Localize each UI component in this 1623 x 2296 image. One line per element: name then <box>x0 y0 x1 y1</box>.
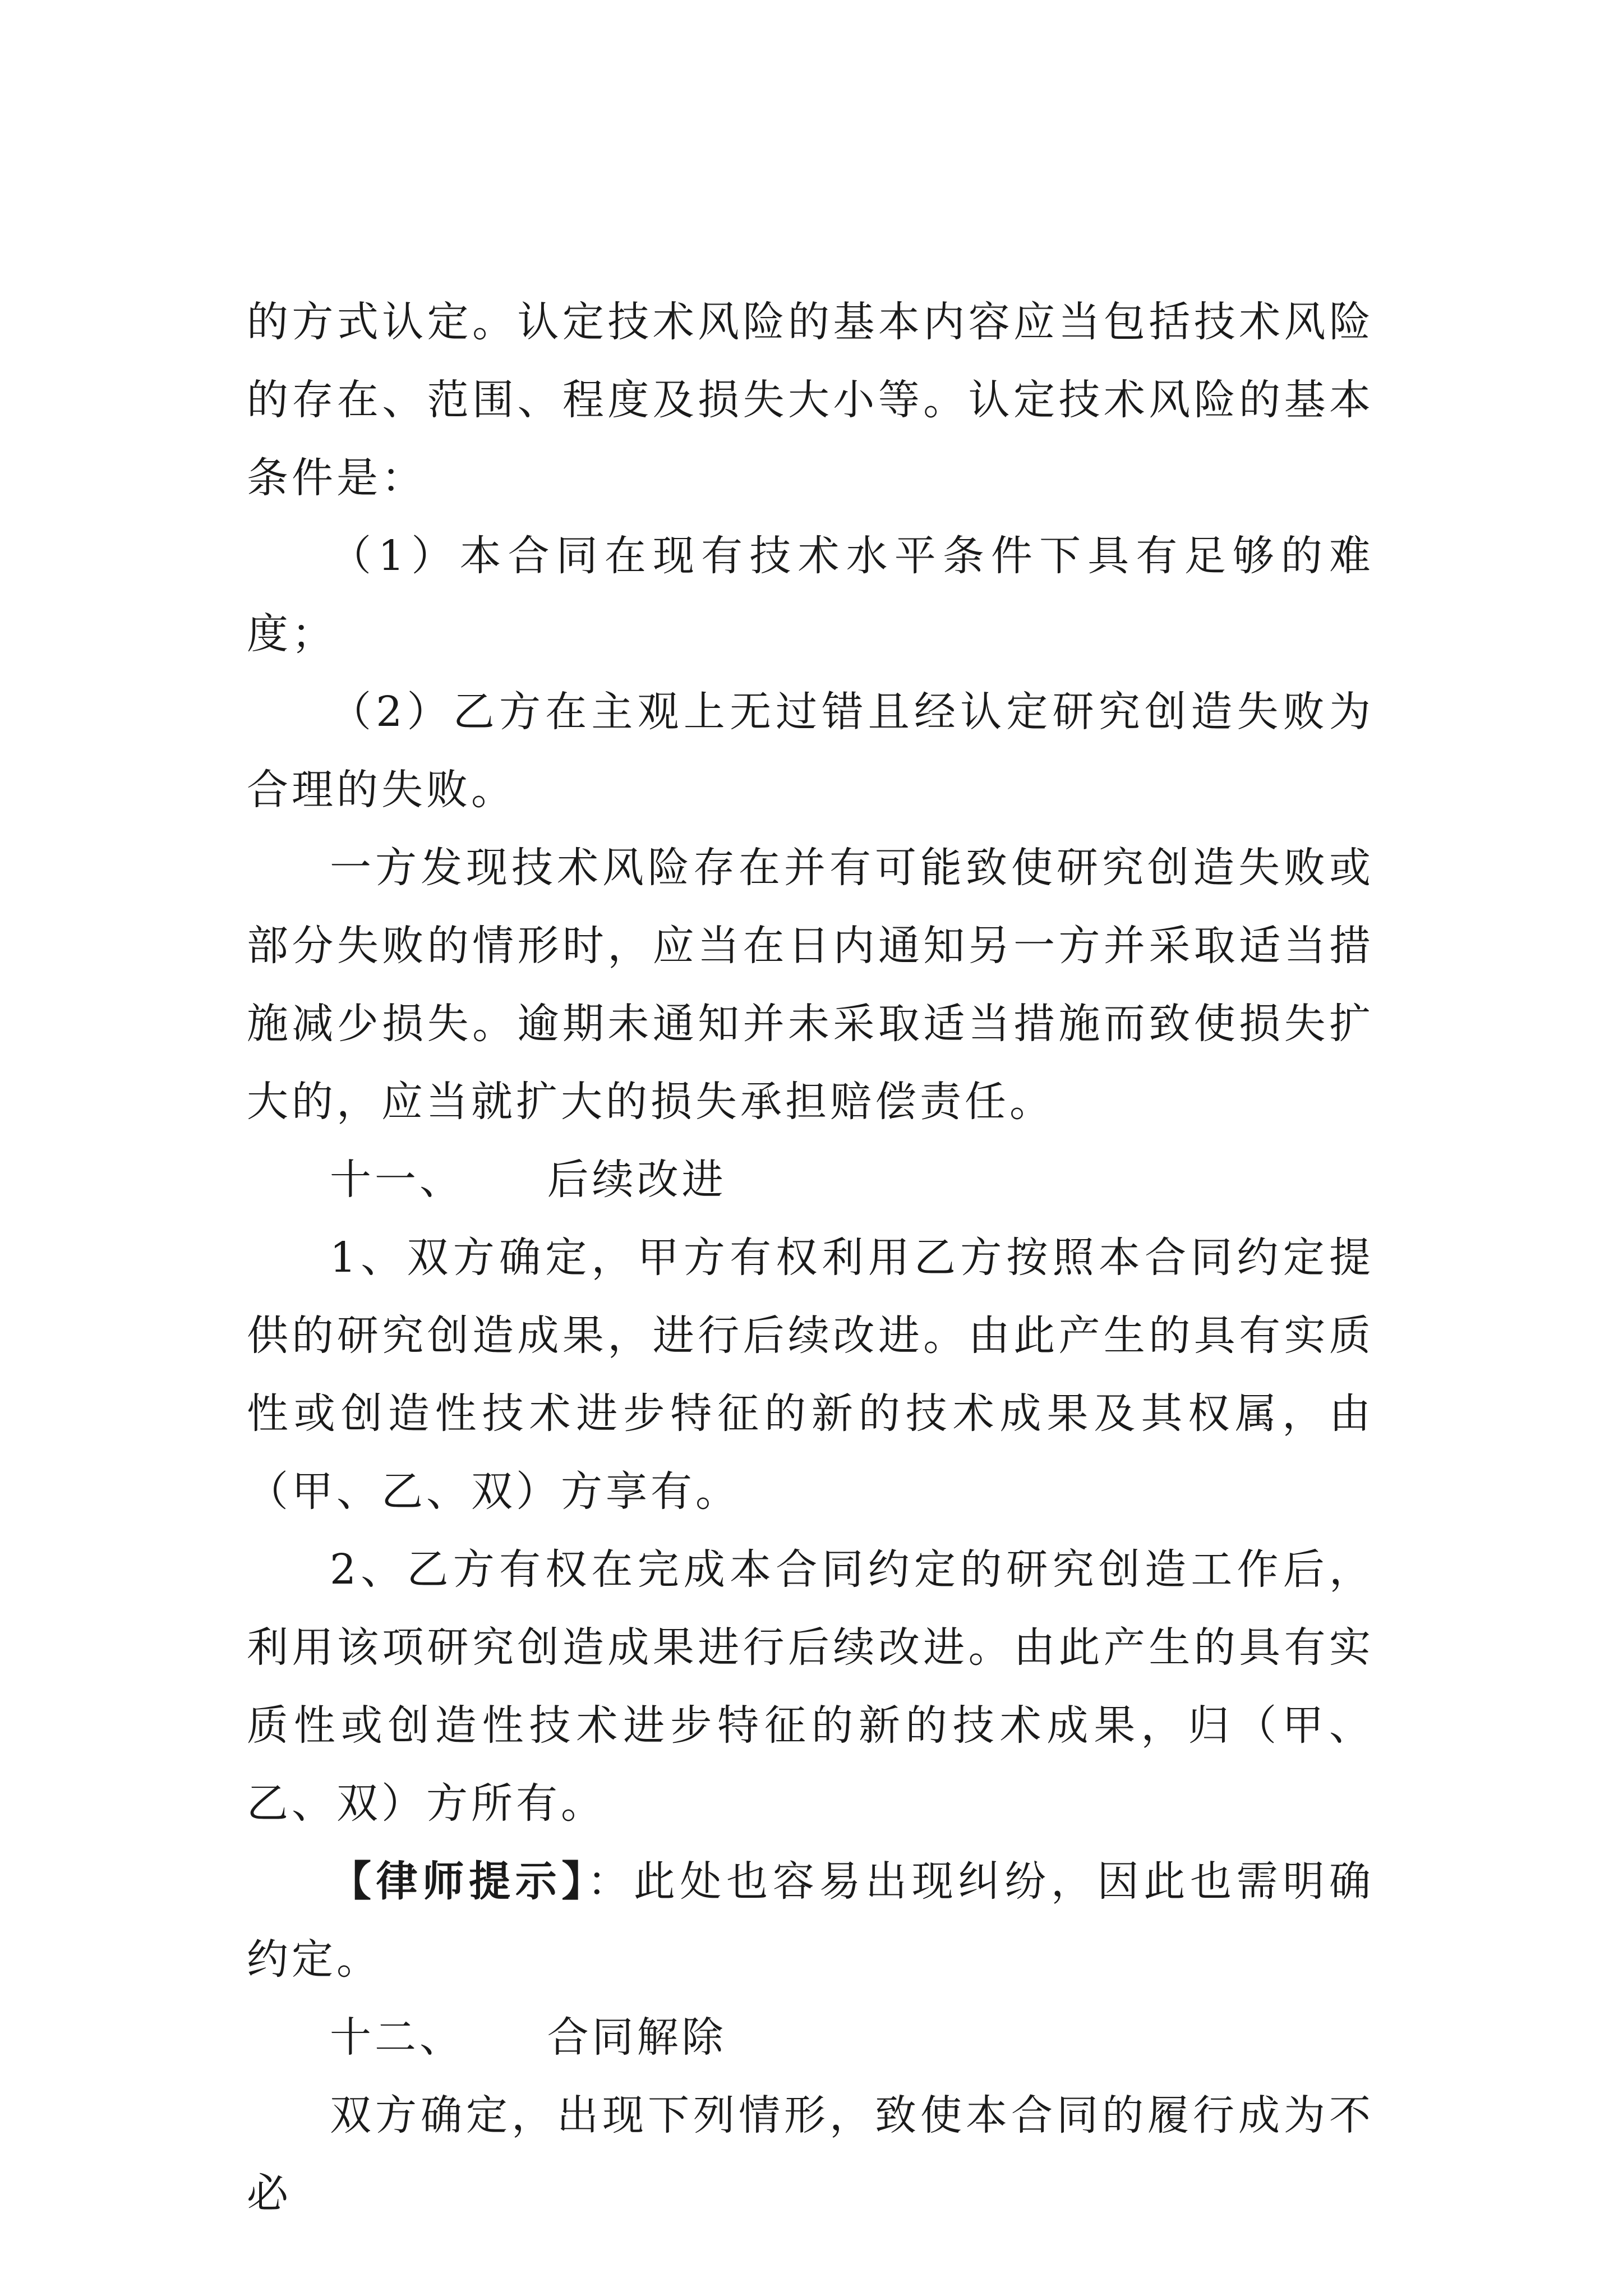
paragraph-condition-1: （1）本合同在现有技术水平条件下具有足够的难度； <box>247 532 1374 658</box>
section-number-12: 十二、 <box>330 2013 464 2062</box>
paragraph-termination-intro: 双方确定，出现下列情形，致使本合同的履行成为不必 <box>247 2091 1374 2217</box>
paragraph-condition-2: （2）乙方在主观上无过错且经认定研究创造失败为合理的失败。 <box>247 688 1374 814</box>
lawyer-tip-label: 【律师提示】 <box>330 1857 588 1906</box>
section-heading-12 <box>247 1999 1374 2077</box>
section-title-12: 合同解除 <box>547 2013 727 2062</box>
paragraph-risk-identification: 的方式认定。认定技术风险的基本内容应当包括技术风险的存在、范围、程度及损失大小等。认定技术风险的基本条件是： <box>247 298 1374 502</box>
paragraph-improvement-2: 2、乙方有权在完成本合同约定的研究创造工作后，利用该项研究创造成果进行后续改进。由此产生的具有实质性或创造性技术进步特征的新的技术成果，归（甲、乙、双）方所有。 <box>247 1545 1374 1828</box>
paragraph-lawyer-tip <box>247 1843 1374 1999</box>
section-number-11: 十一、 <box>330 1156 464 1204</box>
section-heading-11 <box>247 1141 1374 1219</box>
paragraph-risk-notification: 一方发现技术风险存在并有可能致使研究创造失败或部分失败的情形时，应当在日内通知另一方并采取适当措施减少损失。逾期未通知并未采取适当措施而致使损失扩大的，应当就扩大的损失承担赔偿责任。 <box>247 844 1374 1126</box>
section-title-11: 后续改进 <box>547 1156 727 1204</box>
lawyer-tip-text: ：此处也容易出现纠纷，因此也需明确约定。 <box>247 1857 1375 1984</box>
document-body <box>247 283 1374 2233</box>
paragraph-improvement-1: 1、双方确定，甲方有权利用乙方按照本合同约定提供的研究创造成果，进行后续改进。由此产生的具有实质性或创造性技术进步特征的新的技术成果及其权属，由（甲、乙、双）方享有。 <box>247 1234 1374 1516</box>
